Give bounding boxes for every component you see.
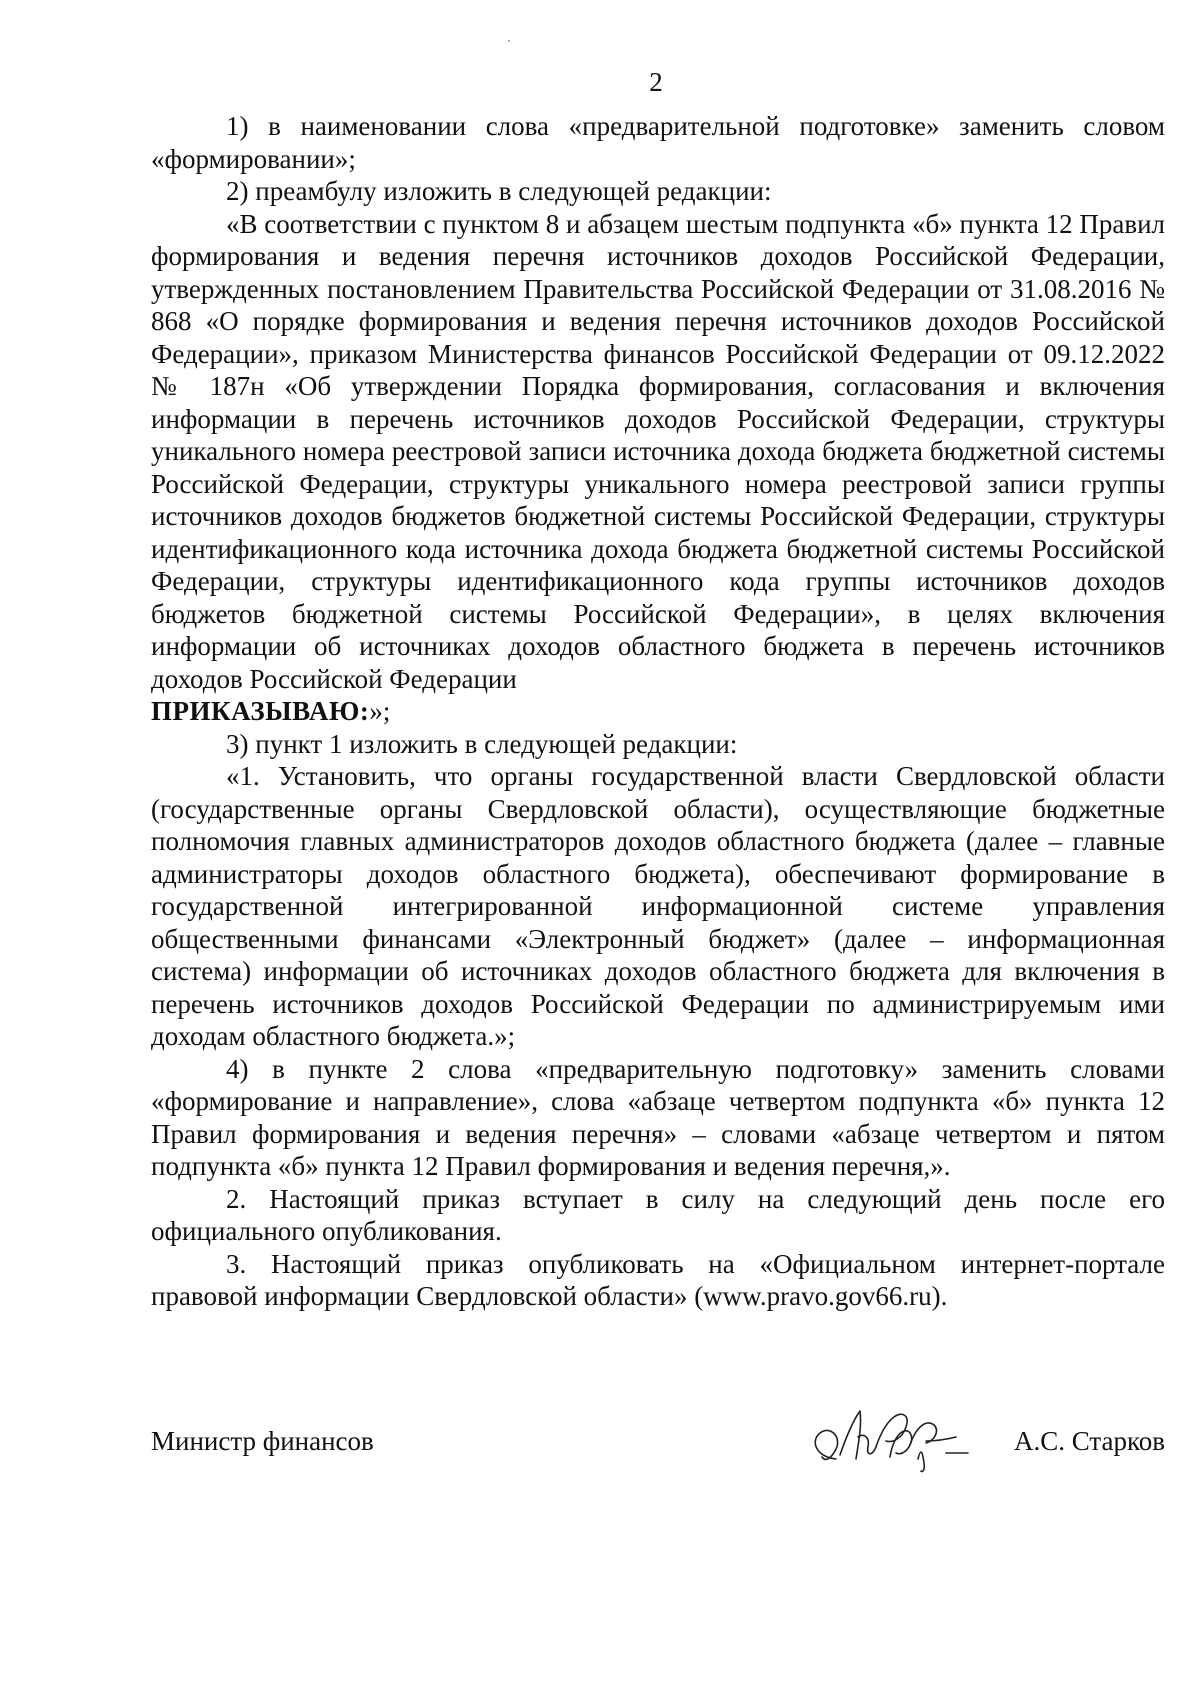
signature-block bbox=[151, 1415, 1165, 1475]
paragraph-item-2: 2) преамбулу изложить в следующей редакции: bbox=[226, 176, 772, 206]
document-body bbox=[151, 110, 1165, 1313]
scan-dot bbox=[508, 40, 510, 42]
handwritten-signature bbox=[806, 1397, 971, 1477]
paragraph-section-2: 2. Настоящий приказ вступает в силу на следующий день после его официального опубликования. bbox=[151, 1183, 1165, 1246]
paragraph-item-3: 3) пункт 1 изложить в следующей редакции: bbox=[226, 728, 738, 759]
signatory-position: Министр финансов bbox=[151, 1426, 374, 1456]
paragraph-section-3: 3. Настоящий приказ опубликовать на «Официальном интернет-портале правовой информации Свердловской области» (www.pravo.gov66.ru). bbox=[151, 1248, 1165, 1311]
paragraph-item-1: 1) в наименовании слова «предварительной подготовке» заменить словом «формировании»; bbox=[151, 111, 1165, 174]
paragraph-preamble: «В соответствии с пунктом 8 и абзацем шестым подпункта «б» пункта 12 Правил формирования и ведения перечня источников доходов Российской Федерации, утвержденных постановлением Правительства Российской Федерации от 31.08.2016 № 868 «О порядке формирования и ведения перечня источников доходов Российской Федерации», приказом Министерства финансов Российской Федерации от 09.12.2022 № 187н «Об утверждении Порядка формирования, согласования и включения информации в перечень источников доходов Российской Федерации, структуры уникального номера реестровой записи источника дохода бюджета бюджетной системы Российской Федерации, структуры уникального номера реестровой записи группы источников доходов бюджетов бюджетной системы Российской Федерации, структуры идентификационного кода источника дохода бюджета бюджетной системы Российской Федерации, структуры идентификационного кода группы источников доходов бюджетов бюджетной системы Российской Федерации», в целях включения информации об источниках доходов областного бюджета в перечень источников доходов Российской Федерации bbox=[151, 208, 1165, 694]
prikazyvayu-word: ПРИКАЗЫВАЮ: bbox=[151, 696, 370, 726]
paragraph-point-1: «1. Установить, что органы государственной власти Свердловской области (государственные органы Свердловской области), осуществляющие бюджетные полномочия главных администраторов доходов областного бюджета (далее – главные администраторы доходов областного бюджета), обеспечивают формирование в государственной интегрированной информационной системе управления общественными финансами «Электронный бюджет» (далее – информационная система) информации об источниках доходов областного бюджета для включения в перечень источников доходов Российской Федерации по администрируемым ими доходам областного бюджета.»; bbox=[151, 761, 1165, 1051]
paragraph-item-4: 4) в пункте 2 слова «предварительную подготовку» заменить словами «формирование и направление», слова «абзаце четвертом подпункта «б» пункта 12 Правил формирования и ведения перечня» – словами «абзаце четвертом и пятом подпункта «б» пункта 12 Правил формирования и ведения перечня,». bbox=[151, 1053, 1165, 1181]
prikazyvayu-line bbox=[151, 695, 1165, 728]
signatory-name: А.С. Старков bbox=[1013, 1426, 1165, 1456]
page-number: 2 bbox=[649, 67, 663, 97]
prikazyvayu-tail: »; bbox=[369, 696, 391, 726]
